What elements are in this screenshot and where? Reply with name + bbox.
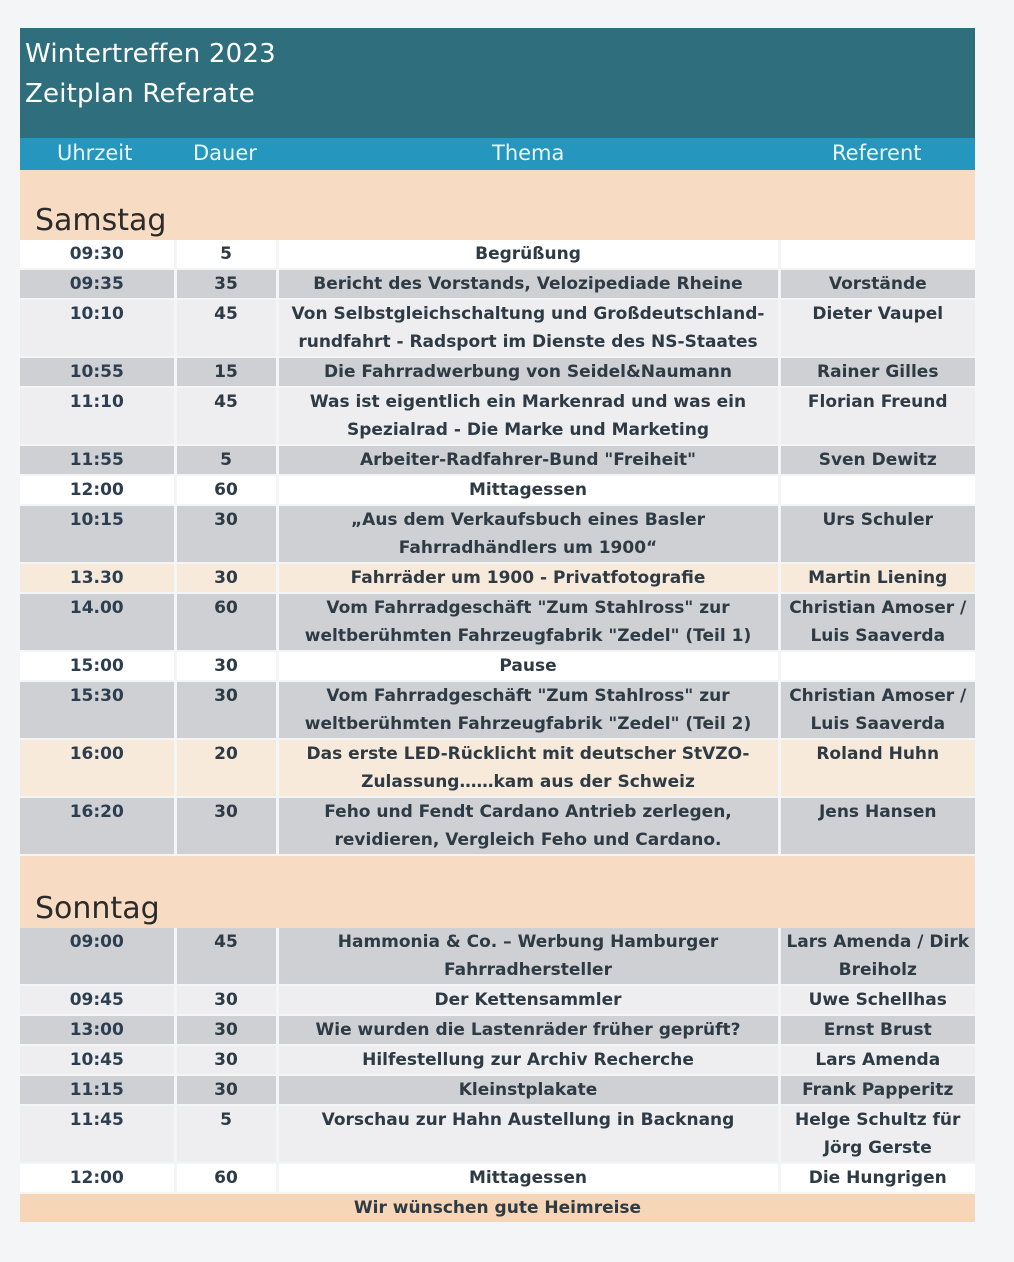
speaker-cell: Christian Amoser / Luis Saaverda xyxy=(779,681,975,739)
column-header-time: Uhrzeit xyxy=(57,141,133,165)
duration-cell: 30 xyxy=(175,1015,277,1045)
time-cell: 09:30 xyxy=(20,240,175,269)
time-cell: 11:45 xyxy=(20,1105,175,1163)
schedule-row xyxy=(20,797,975,855)
duration-cell: 30 xyxy=(175,563,277,593)
topic-cell: Das erste LED-Rücklicht mit deutscher StVZO-Zulassung……kam aus der Schweiz xyxy=(277,739,779,797)
schedule-row xyxy=(20,240,975,269)
speaker-cell xyxy=(779,240,975,269)
speaker-cell: Florian Freund xyxy=(779,387,975,445)
day-label: Samstag xyxy=(35,203,167,238)
speaker-cell xyxy=(779,475,975,505)
time-cell: 10:15 xyxy=(20,505,175,563)
time-cell: 10:45 xyxy=(20,1045,175,1075)
time-cell: 09:45 xyxy=(20,985,175,1015)
schedule-row xyxy=(20,739,975,797)
duration-cell: 45 xyxy=(175,928,277,985)
schedule-row xyxy=(20,1015,975,1045)
time-cell: 16:20 xyxy=(20,797,175,855)
topic-cell: Fahrräder um 1900 - Privatfotografie xyxy=(277,563,779,593)
time-cell: 13:00 xyxy=(20,1015,175,1045)
time-cell: 12:00 xyxy=(20,475,175,505)
speaker-cell: Dieter Vaupel xyxy=(779,299,975,357)
duration-cell: 30 xyxy=(175,681,277,739)
saturday-table xyxy=(20,240,975,856)
duration-cell: 45 xyxy=(175,387,277,445)
farewell-banner: Wir wünschen gute Heimreise xyxy=(20,1194,975,1222)
time-cell: 13.30 xyxy=(20,563,175,593)
duration-cell: 5 xyxy=(175,240,277,269)
duration-cell: 30 xyxy=(175,651,277,681)
schedule-row xyxy=(20,475,975,505)
time-cell: 09:35 xyxy=(20,269,175,299)
duration-cell: 60 xyxy=(175,1163,277,1193)
column-header-bar xyxy=(20,138,975,170)
duration-cell: 30 xyxy=(175,1045,277,1075)
duration-cell: 30 xyxy=(175,1075,277,1105)
topic-cell: Begrüßung xyxy=(277,240,779,269)
day-heading-sunday xyxy=(20,856,975,928)
topic-cell: Vorschau zur Hahn Austellung in Backnang xyxy=(277,1105,779,1163)
speaker-cell: Roland Huhn xyxy=(779,739,975,797)
schedule-row xyxy=(20,299,975,357)
time-cell: 11:10 xyxy=(20,387,175,445)
time-cell: 16:00 xyxy=(20,739,175,797)
topic-cell: Feho und Fendt Cardano Antrieb zerlegen, revidieren, Vergleich Feho und Cardano. xyxy=(277,797,779,855)
time-cell: 14.00 xyxy=(20,593,175,651)
schedule-row xyxy=(20,1075,975,1105)
speaker-cell: Frank Papperitz xyxy=(779,1075,975,1105)
title-block xyxy=(20,28,975,138)
speaker-cell: Helge Schultz für Jörg Gerste xyxy=(779,1105,975,1163)
time-cell: 11:55 xyxy=(20,445,175,475)
duration-cell: 20 xyxy=(175,739,277,797)
speaker-cell: Martin Liening xyxy=(779,563,975,593)
topic-cell: Was ist eigentlich ein Markenrad und was ein Spezialrad - Die Marke und Marketing xyxy=(277,387,779,445)
duration-cell: 15 xyxy=(175,357,277,387)
speaker-cell xyxy=(779,651,975,681)
schedule-row xyxy=(20,593,975,651)
speaker-cell: Rainer Gilles xyxy=(779,357,975,387)
time-cell: 11:15 xyxy=(20,1075,175,1105)
topic-cell: Vom Fahrradgeschäft "Zum Stahlross" zur weltberühmten Fahrzeugfabrik "Zedel" (Teil 1) xyxy=(277,593,779,651)
time-cell: 09:00 xyxy=(20,928,175,985)
topic-cell: Die Fahrradwerbung von Seidel&Naumann xyxy=(277,357,779,387)
time-cell: 10:10 xyxy=(20,299,175,357)
duration-cell: 45 xyxy=(175,299,277,357)
topic-cell: Von Selbstgleichschaltung und Großdeutschland-rundfahrt - Radsport im Dienste des NS-Staates xyxy=(277,299,779,357)
topic-cell: Hammonia & Co. – Werbung Hamburger Fahrradhersteller xyxy=(277,928,779,985)
topic-cell: Der Kettensammler xyxy=(277,985,779,1015)
schedule-row xyxy=(20,1105,975,1163)
speaker-cell: Ernst Brust xyxy=(779,1015,975,1045)
column-header-speaker: Referent xyxy=(832,141,922,165)
duration-cell: 5 xyxy=(175,1105,277,1163)
day-heading-saturday xyxy=(20,170,975,240)
speaker-cell: Urs Schuler xyxy=(779,505,975,563)
speaker-cell: Christian Amoser / Luis Saaverda xyxy=(779,593,975,651)
schedule-sheet xyxy=(20,28,975,1222)
time-cell: 10:55 xyxy=(20,357,175,387)
schedule-row xyxy=(20,1163,975,1193)
topic-cell: Mittagessen xyxy=(277,475,779,505)
duration-cell: 60 xyxy=(175,593,277,651)
duration-cell: 5 xyxy=(175,445,277,475)
speaker-cell: Vorstände xyxy=(779,269,975,299)
schedule-row xyxy=(20,681,975,739)
column-header-duration: Dauer xyxy=(193,141,257,165)
topic-cell: „Aus dem Verkaufsbuch eines Basler Fahrradhändlers um 1900“ xyxy=(277,505,779,563)
schedule-row xyxy=(20,445,975,475)
time-cell: 12:00 xyxy=(20,1163,175,1193)
speaker-cell: Lars Amenda xyxy=(779,1045,975,1075)
topic-cell: Bericht des Vorstands, Velozipediade Rheine xyxy=(277,269,779,299)
duration-cell: 60 xyxy=(175,475,277,505)
schedule-row xyxy=(20,505,975,563)
schedule-row xyxy=(20,985,975,1015)
topic-cell: Vom Fahrradgeschäft "Zum Stahlross" zur weltberühmten Fahrzeugfabrik "Zedel" (Teil 2) xyxy=(277,681,779,739)
day-label: Sonntag xyxy=(35,891,160,926)
document-title: Wintertreffen 2023 xyxy=(25,39,276,69)
speaker-cell: Jens Hansen xyxy=(779,797,975,855)
speaker-cell: Die Hungrigen xyxy=(779,1163,975,1193)
duration-cell: 30 xyxy=(175,505,277,563)
column-header-topic: Thema xyxy=(492,141,565,165)
topic-cell: Pause xyxy=(277,651,779,681)
topic-cell: Hilfestellung zur Archiv Recherche xyxy=(277,1045,779,1075)
speaker-cell: Uwe Schellhas xyxy=(779,985,975,1015)
duration-cell: 30 xyxy=(175,985,277,1015)
duration-cell: 30 xyxy=(175,797,277,855)
schedule-row xyxy=(20,387,975,445)
time-cell: 15:30 xyxy=(20,681,175,739)
topic-cell: Arbeiter-Radfahrer-Bund "Freiheit" xyxy=(277,445,779,475)
speaker-cell: Lars Amenda / Dirk Breiholz xyxy=(779,928,975,985)
speaker-cell: Sven Dewitz xyxy=(779,445,975,475)
duration-cell: 35 xyxy=(175,269,277,299)
schedule-row xyxy=(20,928,975,985)
schedule-row xyxy=(20,563,975,593)
topic-cell: Kleinstplakate xyxy=(277,1075,779,1105)
time-cell: 15:00 xyxy=(20,651,175,681)
topic-cell: Wie wurden die Lastenräder früher geprüft? xyxy=(277,1015,779,1045)
schedule-row xyxy=(20,1045,975,1075)
document-subtitle: Zeitplan Referate xyxy=(25,79,255,109)
topic-cell: Mittagessen xyxy=(277,1163,779,1193)
sunday-table xyxy=(20,928,975,1194)
schedule-row xyxy=(20,269,975,299)
schedule-row xyxy=(20,357,975,387)
schedule-row xyxy=(20,651,975,681)
